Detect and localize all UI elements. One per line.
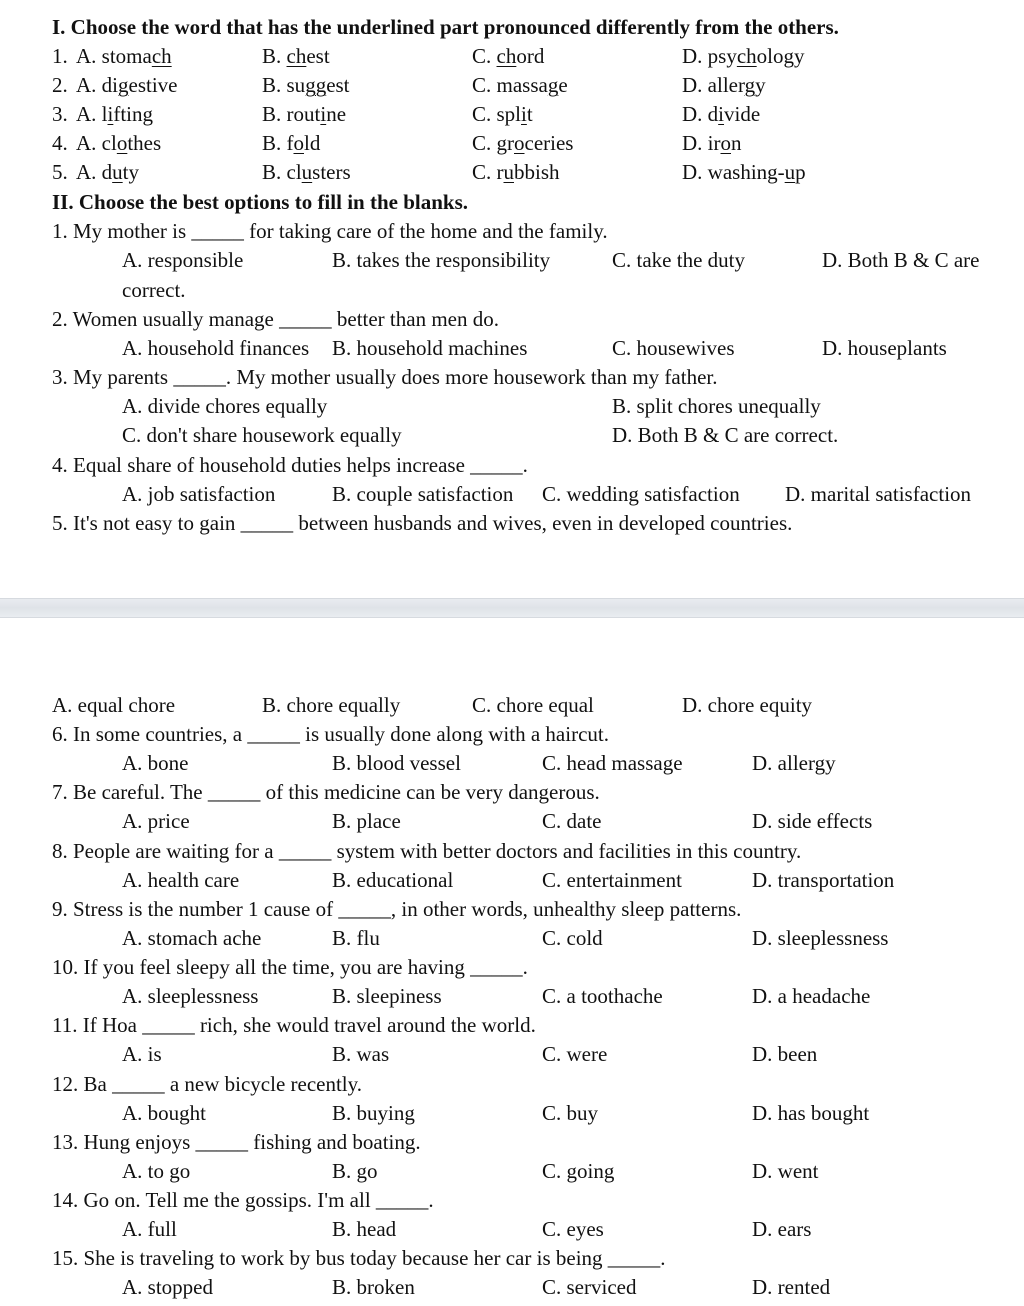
part1-question-3: 3. A. lifting B. routine C. split D. divide [0, 100, 1024, 129]
option-d: D. ears [752, 1217, 812, 1241]
option-d: D. went [752, 1159, 819, 1183]
option-c: C. chord [472, 44, 545, 68]
option-d: D. houseplants [822, 336, 947, 360]
part2-question-3: 3. My parents _____. My mother usually does more housework than my father. [52, 365, 718, 389]
option-d: D. transportation [752, 868, 895, 892]
part2-question-8-options [0, 866, 1024, 895]
option-b: B. fold [262, 131, 321, 155]
option-a: A. stomach [76, 44, 172, 68]
part2-question-15: 15. She is traveling to work by bus today because her car is being _____. [52, 1246, 666, 1270]
part2-question-4-options [0, 480, 1024, 509]
part1-question-5: 5. A. duty B. clusters C. rubbish D. washing-up [0, 158, 1024, 187]
screenshot-separator [0, 598, 1024, 618]
option-a: A. divide chores equally [122, 394, 328, 418]
option-a: A. clothes [76, 131, 162, 155]
option-c: C. cold [542, 926, 603, 950]
option-d: D. Both B & C are [822, 248, 980, 272]
option-d: D. divide [682, 102, 761, 126]
option-c: C. take the duty [612, 248, 745, 272]
option-b: B. go [332, 1159, 378, 1183]
option-c: C. don't share housework equally [122, 423, 402, 447]
part2-question-3-options-row2 [0, 421, 1024, 450]
option-a: A. bone [122, 751, 189, 775]
option-c: C. rubbish [472, 160, 560, 184]
option-c: C. date [542, 809, 602, 833]
part2-question-5-options [0, 691, 1024, 720]
option-a: A. job satisfaction [122, 482, 276, 506]
option-b: B. blood vessel [332, 751, 461, 775]
part2-question-4: 4. Equal share of household duties helps increase _____. [52, 453, 528, 477]
option-b: B. household machines [332, 336, 528, 360]
part2-heading: II. Choose the best options to fill in the blanks. [52, 190, 468, 214]
part2-question-7-options [0, 807, 1024, 836]
option-a: A. full [122, 1217, 177, 1241]
option-b: B. chore equally [262, 693, 401, 717]
option-c: C. were [542, 1042, 608, 1066]
option-b: B. place [332, 809, 401, 833]
part1-question-1: 1. A. stomach B. chest C. chord D. psychology [0, 42, 1024, 71]
option-d: D. iron [682, 131, 742, 155]
option-a: A. lifting [76, 102, 154, 126]
option-b: B. flu [332, 926, 380, 950]
option-d: D. Both B & C are correct. [612, 423, 839, 447]
option-b: B. takes the responsibility [332, 248, 551, 272]
part2-question-10-options [0, 982, 1024, 1011]
option-c: C. buy [542, 1101, 599, 1125]
option-a: A. duty [76, 160, 140, 184]
option-c: C. groceries [472, 131, 574, 155]
option-a: A. price [122, 809, 190, 833]
part2-question-2: 2. Women usually manage _____ better than men do. [52, 307, 499, 331]
option-a: A. responsible [122, 248, 244, 272]
option-a: A. stopped [122, 1275, 213, 1299]
part1-question-4: 4. A. clothes B. fold C. groceries D. iron [0, 129, 1024, 158]
part2-question-6: 6. In some countries, a _____ is usually done along with a haircut. [52, 722, 609, 746]
option-d: D. marital satisfaction [785, 482, 972, 506]
option-c: C. a toothache [542, 984, 663, 1008]
option-c: C. entertainment [542, 868, 682, 892]
part2-question-1: 1. My mother is _____ for taking care of the home and the family. [52, 219, 608, 243]
option-c: C. going [542, 1159, 615, 1183]
option-c: C. head massage [542, 751, 683, 775]
option-a: A. sleeplessness [122, 984, 259, 1008]
option-b: B. sleepiness [332, 984, 442, 1008]
option-d: D. chore equity [682, 693, 813, 717]
option-b: B. was [332, 1042, 390, 1066]
option-b: B. suggest [262, 73, 350, 97]
part2-question-14-options [0, 1215, 1024, 1244]
part2-question-8: 8. People are waiting for a _____ system with better doctors and facilities in this country. [52, 839, 802, 863]
option-a: A. digestive [76, 73, 178, 97]
option-c: C. split [472, 102, 533, 126]
option-d: D. has bought [752, 1101, 870, 1125]
option-a: A. to go [122, 1159, 191, 1183]
option-a: A. stomach ache [122, 926, 262, 950]
option-c: C. housewives [612, 336, 735, 360]
option-b: B. educational [332, 868, 454, 892]
option-b: B. chest [262, 44, 330, 68]
part2-question-11-options [0, 1040, 1024, 1069]
part2-question-2-options [0, 334, 1024, 363]
option-b: B. couple satisfaction [332, 482, 514, 506]
option-d: D. washing-up [682, 160, 806, 184]
part2-question-5: 5. It's not easy to gain _____ between husbands and wives, even in developed countries. [52, 511, 793, 535]
option-a: A. is [122, 1042, 162, 1066]
option-c: C. serviced [542, 1275, 637, 1299]
option-b: B. routine [262, 102, 347, 126]
part2-question-9: 9. Stress is the number 1 cause of _____, in other words, unhealthy sleep patterns. [52, 897, 742, 921]
part1-question-2: 2. A. digestive B. suggest C. massage D. allergy [0, 71, 1024, 100]
worksheet-top [0, 0, 1024, 598]
part2-question-10: 10. If you feel sleepy all the time, you are having _____. [52, 955, 528, 979]
option-d: D. allergy [752, 751, 836, 775]
part2-question-9-options [0, 924, 1024, 953]
option-b: B. broken [332, 1275, 415, 1299]
option-a: A. household finances [122, 336, 310, 360]
option-b: B. head [332, 1217, 397, 1241]
part2-question-12: 12. Ba _____ a new bicycle recently. [52, 1072, 363, 1096]
option-b: B. split chores unequally [612, 394, 821, 418]
option-d: D. side effects [752, 809, 873, 833]
part2-question-11: 11. If Hoa _____ rich, she would travel around the world. [52, 1013, 536, 1037]
option-c: C. massage [472, 73, 568, 97]
option-d: D. sleeplessness [752, 926, 889, 950]
option-c: C. chore equal [472, 693, 594, 717]
option-b: B. buying [332, 1101, 415, 1125]
part2-question-12-options [0, 1099, 1024, 1128]
part1-heading: I. Choose the word that has the underlined part pronounced differently from the others. [52, 15, 839, 39]
option-d: D. psychology [682, 44, 805, 68]
option-c: C. wedding satisfaction [542, 482, 740, 506]
part2-question-3-options-row1 [0, 392, 1024, 421]
part2-question-1-wrap: correct. [122, 278, 186, 302]
option-d: D. been [752, 1042, 818, 1066]
option-c: C. eyes [542, 1217, 604, 1241]
option-a: A. bought [122, 1101, 206, 1125]
part2-question-13-options [0, 1157, 1024, 1186]
part2-question-15-options [0, 1273, 1024, 1302]
option-d: D. allergy [682, 73, 766, 97]
part2-question-7: 7. Be careful. The _____ of this medicine can be very dangerous. [52, 780, 600, 804]
part2-question-14: 14. Go on. Tell me the gossips. I'm all _____. [52, 1188, 434, 1212]
part2-question-6-options [0, 749, 1024, 778]
worksheet-bottom [0, 618, 1024, 1306]
part2-question-13: 13. Hung enjoys _____ fishing and boating. [52, 1130, 421, 1154]
option-d: D. rented [752, 1275, 831, 1299]
option-b: B. clusters [262, 160, 351, 184]
option-a: A. health care [122, 868, 240, 892]
option-d: D. a headache [752, 984, 871, 1008]
part2-question-1-options [0, 246, 1024, 275]
option-a: A. equal chore [52, 693, 176, 717]
